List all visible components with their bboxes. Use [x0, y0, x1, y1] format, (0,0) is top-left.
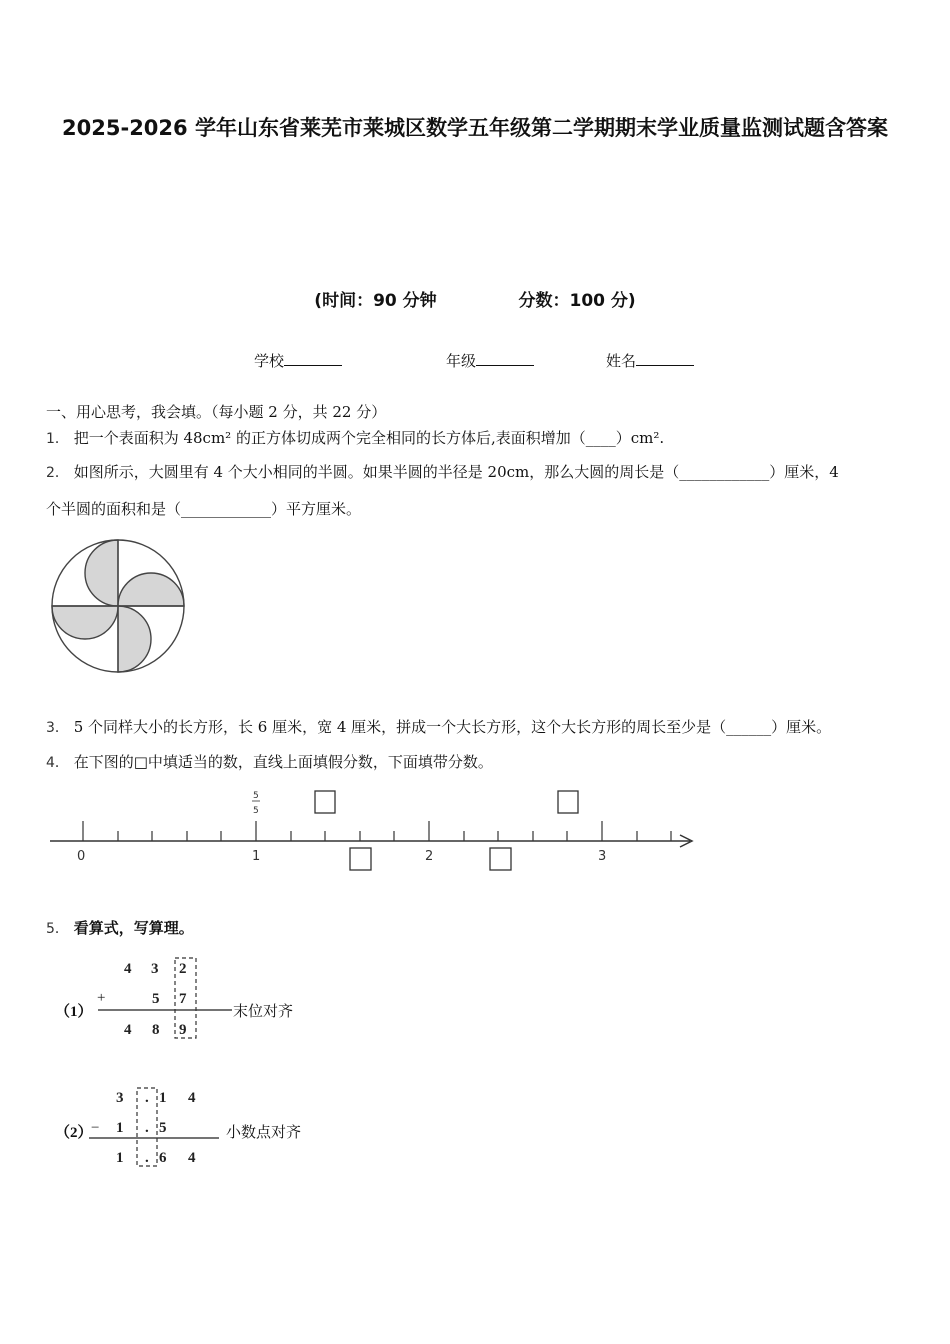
question-4 — [46, 751, 493, 772]
grade-blank[interactable] — [476, 351, 534, 366]
question-number: 2． — [46, 465, 69, 481]
question-text: 看算式，写算理。 — [73, 919, 194, 937]
calc1-res-d3: 9 — [179, 1022, 187, 1038]
name-label: 姓名 — [606, 352, 637, 370]
calc2-label: （2） — [55, 1125, 93, 1141]
question-text: 在下图的□中填适当的数，直线上面填假分数，下面填带分数。 — [73, 753, 493, 771]
answer-box-below-2[interactable] — [490, 848, 511, 870]
calc2-res-d3: 4 — [188, 1150, 196, 1166]
question-text-line1: 如图所示，大圆里有 4 个大小相同的半圆。如果半圆的半径是 20cm，那么大圆的周长是（____________）厘米，4 — [73, 463, 839, 481]
calc1-res-d1: 4 — [124, 1022, 132, 1038]
calc2-res-dot: . — [145, 1150, 149, 1166]
name-blank[interactable] — [636, 351, 694, 366]
tick-label-2: 2 — [425, 849, 434, 864]
tick-label-1: 1 — [252, 849, 261, 864]
fraction-denominator: 5 — [253, 806, 259, 816]
answer-box-below-1[interactable] — [350, 848, 371, 870]
document-title: 2025-2026 学年山东省莱芜市莱城区数学五年级第二学期期末学业质量监测试题含答案 — [62, 116, 888, 140]
semicircle-right — [118, 573, 184, 606]
calc2-note: 小数点对齐 — [226, 1123, 302, 1141]
question-number: 3． — [46, 720, 69, 736]
calc2-r1-dot: . — [145, 1090, 149, 1106]
question-3 — [46, 716, 831, 737]
school-label: 学校 — [254, 352, 285, 370]
name-field — [606, 350, 694, 371]
question-2-line2: 个半圆的面积和是（____________）平方厘米。 — [46, 500, 362, 518]
answer-box-above-1[interactable] — [315, 791, 335, 813]
question-1 — [46, 427, 664, 448]
question-5 — [46, 917, 194, 938]
calc1-r1-d3: 2 — [179, 961, 187, 977]
tick-label-0: 0 — [77, 849, 86, 864]
calc1-r2-d2: 7 — [179, 991, 187, 1007]
school-field — [254, 350, 342, 371]
calc1-plus: + — [97, 990, 106, 1006]
fraction-numerator: 5 — [253, 791, 259, 801]
calc1-r2-d1: 5 — [152, 991, 160, 1007]
calc1-label: （1） — [55, 1004, 93, 1020]
exam-score: 分数：100 分) — [518, 291, 636, 311]
calc2-r2-d2: 5 — [159, 1120, 167, 1136]
question-number: 1． — [46, 431, 69, 447]
number-line-figure — [40, 780, 705, 880]
calc1-res-d2: 8 — [152, 1022, 160, 1038]
calc2-r2-d1: 1 — [116, 1120, 124, 1136]
calc2-figure — [85, 1082, 225, 1172]
semicircle-left — [52, 606, 118, 639]
circle-semicircles-figure — [50, 538, 188, 674]
calc2-minus: − — [91, 1120, 100, 1136]
calc1-r1-d2: 3 — [151, 961, 159, 977]
calc2-r1-d1: 3 — [116, 1090, 124, 1106]
calc2-r1-d2: 1 — [159, 1090, 167, 1106]
calc2-res-d1: 1 — [116, 1150, 124, 1166]
question-2 — [46, 461, 839, 482]
grade-label: 年级 — [446, 352, 477, 370]
semicircle-top — [85, 540, 118, 606]
calc1-note: 末位对齐 — [233, 1002, 294, 1020]
school-blank[interactable] — [284, 351, 342, 366]
exam-time: (时间：90 分钟 — [314, 291, 437, 311]
question-number: 4． — [46, 755, 69, 771]
answer-box-above-2[interactable] — [558, 791, 578, 813]
fraction-label — [252, 791, 260, 816]
grade-field — [446, 350, 534, 371]
question-text: 把一个表面积为 48cm² 的正方体切成两个完全相同的长方体后,表面积增加（____）cm². — [73, 429, 665, 447]
semicircle-bottom — [118, 606, 151, 672]
calc2-res-d2: 6 — [159, 1150, 167, 1166]
tick-label-3: 3 — [598, 849, 607, 864]
calc2-r1-d3: 4 — [188, 1090, 196, 1106]
calc1-r1-d1: 4 — [124, 961, 132, 977]
question-number: 5． — [46, 921, 69, 937]
exam-meta — [0, 286, 950, 311]
calc2-r2-dot: . — [145, 1120, 149, 1136]
number-line-ticks — [83, 821, 671, 841]
section-heading: 一、用心思考，我会填。（每小题 2 分，共 22 分） — [46, 403, 387, 421]
question-text: 5 个同样大小的长方形，长 6 厘米，宽 4 厘米，拼成一个大长方形，这个大长方形的周长至少是（______）厘米。 — [73, 718, 832, 736]
calc1-figure — [90, 952, 240, 1044]
